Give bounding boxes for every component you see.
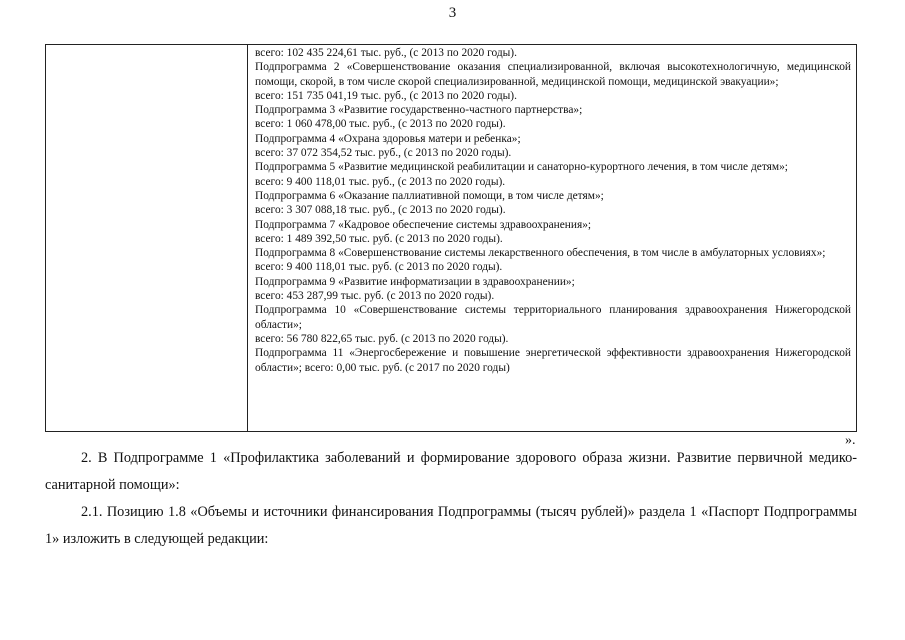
table-line: всего: 102 435 224,61 тыс. руб., (с 2013 по 2020 годы). <box>255 47 517 59</box>
table-line: Подпрограмма 5 «Развитие медицинской реабилитации и санаторно-курортного лечения, в том числе детям»; <box>255 161 788 174</box>
funding-table <box>45 44 857 432</box>
table-column-divider <box>247 45 248 431</box>
table-line: всего: 3 307 088,18 тыс. руб., (с 2013 по 2020 годы). <box>255 204 506 217</box>
table-line: всего: 56 780 822,65 тыс. руб. (с 2013 по 2020 годы). <box>255 332 509 345</box>
table-line: Подпрограмма 3 «Развитие государственно-частного партнерства»; <box>255 104 583 117</box>
table-line: всего: 151 735 041,19 тыс. руб., (с 2013 по 2020 годы). <box>255 89 517 102</box>
table-line: Подпрограмма 8 «Совершенствование системы лекарственного обеспечения, в том числе в амбулаторных условиях»; <box>255 247 826 260</box>
table-line: Подпрограмма 11 «Энергосбережение и повышение энергетической эффективности здравоохранения Нижегородской области»; всего: 0,00 тыс. руб. (с 2017 по 2020 годы) <box>255 347 851 374</box>
paragraph-item-2-1: 2.1. Позицию 1.8 «Объемы и источники финансирования Подпрограммы (тысяч рублей)» раздела 1 «Паспорт Подпрограммы 1» изложить в следующей редакции: <box>45 504 857 547</box>
table-line: всего: 9 400 118,01 тыс. руб., (с 2013 по 2020 годы). <box>255 175 506 188</box>
table-line: Подпрограмма 10 «Совершенствование системы территориального планирования здравоохранения Нижегородской области»; <box>255 304 851 331</box>
table-line: Подпрограмма 2 «Совершенствование оказания специализированной, включая высокотехнологичную, медицинской помощи, скорой, в том числе скорой специализированной, медицинской помощи, медицинской эвакуации»; <box>255 61 851 88</box>
table-line: всего: 1 060 478,00 тыс. руб., (с 2013 по 2020 годы). <box>255 118 506 131</box>
table-line: Подпрограмма 6 «Оказание паллиативной помощи, в том числе детям»; <box>255 189 604 202</box>
table-line: всего: 453 287,99 тыс. руб. (с 2013 по 2020 годы). <box>255 290 495 303</box>
table-line: всего: 9 400 118,01 тыс. руб. (с 2013 по 2020 годы). <box>255 261 503 274</box>
table-line: Подпрограмма 4 «Охрана здоровья матери и ребенка»; <box>255 132 521 145</box>
paragraph-subprogram-1: 2. В Подпрограмме 1 «Профилактика заболеваний и формирование здорового образа жизни. Развитие первичной медико-санитарной помощи»: <box>45 450 857 493</box>
table-line: всего: 1 489 392,50 тыс. руб. (с 2013 по 2020 годы). <box>255 232 503 245</box>
page-number: 3 <box>448 5 457 21</box>
table-line: всего: 37 072 354,52 тыс. руб., (с 2013 по 2020 годы). <box>255 147 512 160</box>
table-cell-funding-text <box>255 46 851 375</box>
table-line: Подпрограмма 9 «Развитие информатизации в здравоохранении»; <box>255 275 575 288</box>
closing-quote: ». <box>845 433 856 448</box>
table-line: Подпрограмма 7 «Кадровое обеспечение системы здравоохранения»; <box>255 218 592 231</box>
